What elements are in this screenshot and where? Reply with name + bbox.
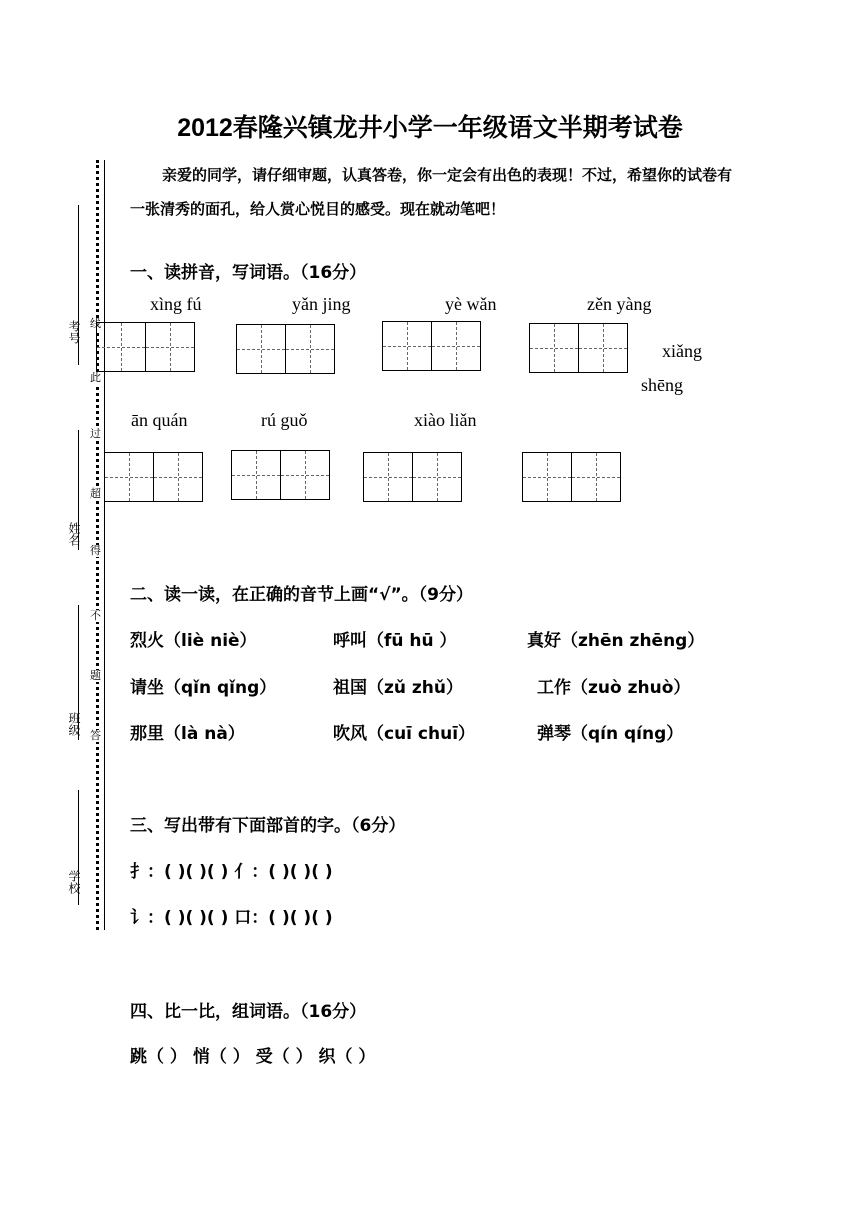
field-label-exam-number: 考号 (67, 320, 81, 344)
warning-char: 超 (90, 487, 101, 500)
radical-answer-row[interactable]: 讠：( )( )( ) 口：( )( )( ) (130, 908, 333, 928)
writing-grid[interactable] (522, 452, 621, 502)
choice-item[interactable]: 吹风（cuī chuī） (333, 724, 476, 744)
radical-answer-row[interactable]: 扌：( )( )( ) 亻：( )( )( ) (130, 862, 333, 882)
warning-char: 过 (90, 427, 101, 440)
choice-item[interactable]: 弹琴（qín qíng） (537, 724, 684, 744)
choice-item[interactable]: 呼叫（fū hū ） (333, 631, 457, 651)
section3-heading: 三、写出带有下面部首的字。（6分） (130, 816, 406, 836)
writing-grid[interactable] (363, 452, 462, 502)
page-title: 2012春隆兴镇龙井小学一年级语文半期考试卷 (177, 114, 683, 142)
writing-grid[interactable] (231, 450, 330, 500)
choice-item[interactable]: 那里（là nà） (130, 724, 245, 744)
writing-grid[interactable] (382, 321, 481, 371)
section2-heading: 二、读一读，在正确的音节上画“√”。（9分） (130, 585, 474, 605)
pinyin-label: ān quán (131, 410, 188, 430)
choice-item[interactable]: 工作（zuò zhuò） (537, 678, 691, 698)
warning-char: 答 (90, 729, 101, 742)
pinyin-label: xiào liǎn (414, 410, 477, 430)
choice-item[interactable]: 祖国（zǔ zhǔ） (333, 678, 464, 698)
pinyin-label: shēng (641, 375, 683, 395)
pinyin-label: zěn yàng (587, 294, 652, 314)
warning-char: 线 (90, 317, 101, 330)
choice-item[interactable]: 烈火（liè niè） (130, 631, 257, 651)
compare-answer-row[interactable]: 跳（ ） 悄（ ） 受（ ） 织（ ） (130, 1047, 376, 1067)
section4-heading: 四、比一比，组词语。（16分） (130, 1002, 367, 1022)
field-label-class: 班级 (67, 712, 81, 736)
warning-char: 得 (90, 544, 101, 557)
intro-text: 亲爱的同学，请仔细审题，认真答卷，你一定会有出色的表现！不过，希望你的试卷有一张清秀的面孔，给人赏心悦目的感受。现在就动笔吧！ (130, 166, 733, 218)
pinyin-label: rú guǒ (261, 410, 308, 430)
choice-item[interactable]: 请坐（qǐn qǐng） (130, 678, 277, 698)
pinyin-label: xìng fú (150, 294, 202, 314)
choice-item[interactable]: 真好（zhēn zhēng） (527, 631, 705, 651)
writing-grid[interactable] (96, 322, 195, 372)
field-label-name: 姓名 (67, 522, 81, 546)
binding-solid-line (104, 160, 105, 930)
writing-grid[interactable] (529, 323, 628, 373)
pinyin-label: yǎn jing (292, 294, 351, 314)
section1-heading: 一、读拼音，写词语。（16分） (130, 263, 367, 283)
writing-grid[interactable] (236, 324, 335, 374)
warning-char: 此 (90, 371, 101, 384)
warning-char: 不 (90, 609, 101, 622)
field-label-school: 学校 (67, 870, 81, 894)
pinyin-label: yè wǎn (445, 294, 497, 314)
pinyin-label: xiǎng (662, 341, 702, 361)
warning-char: 题 (90, 669, 101, 682)
writing-grid[interactable] (104, 452, 203, 502)
